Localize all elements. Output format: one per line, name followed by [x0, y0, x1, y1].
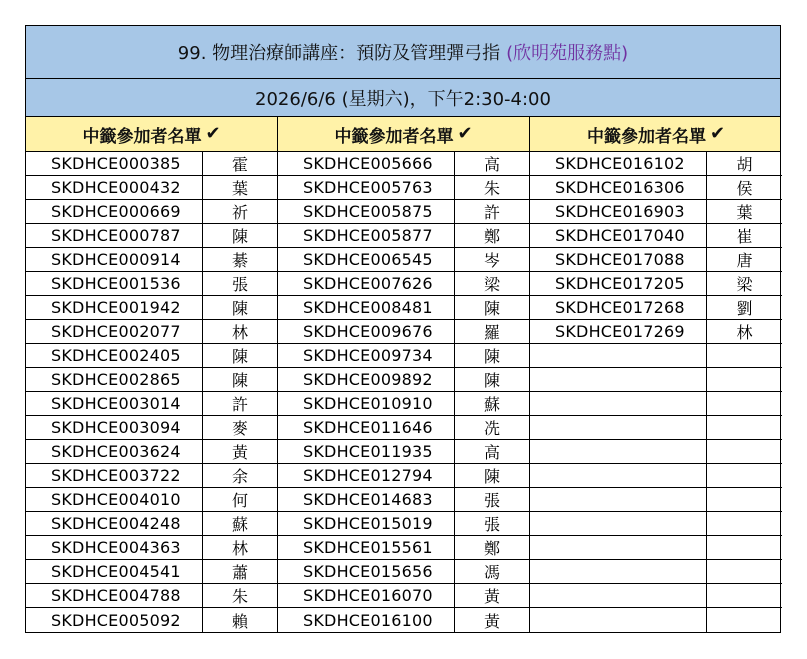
- participant-surname: 鄭: [483, 539, 500, 558]
- table-row: [530, 272, 782, 296]
- participant-surname: [707, 536, 782, 559]
- participant-code: SKDHCE004541: [26, 560, 203, 583]
- participant-surname: 羅: [483, 323, 500, 342]
- column-header: [26, 117, 278, 151]
- participant-code: SKDHCE007626: [278, 272, 455, 295]
- table-row: [278, 176, 529, 200]
- participant-code: [530, 608, 707, 632]
- table-row: [278, 296, 529, 320]
- participant-code: SKDHCE011646: [278, 416, 455, 439]
- table-row: [278, 320, 529, 344]
- participant-surname: 岑: [483, 251, 500, 270]
- participant-code: [530, 440, 707, 463]
- table-row: [530, 344, 782, 368]
- participant-surname: 林: [231, 539, 248, 558]
- participant-code: SKDHCE010910: [278, 392, 455, 415]
- participant-code: SKDHCE017205: [530, 272, 707, 295]
- participant-code: SKDHCE001942: [26, 296, 203, 319]
- table-row: [530, 248, 782, 272]
- table-row: [278, 248, 529, 272]
- table-row: [530, 416, 782, 440]
- participant-code: [530, 536, 707, 559]
- participant-code: SKDHCE015656: [278, 560, 455, 583]
- participant-surname: 黃: [483, 611, 500, 631]
- participant-code: SKDHCE016100: [278, 608, 455, 632]
- table-row: [530, 608, 782, 632]
- participant-code: [530, 512, 707, 535]
- participant-surname: [707, 392, 782, 415]
- table-row: [278, 224, 529, 248]
- participant-surname: 林: [736, 323, 753, 342]
- participant-column: [530, 152, 782, 632]
- participant-code: SKDHCE014683: [278, 488, 455, 511]
- participant-code: SKDHCE002077: [26, 320, 203, 343]
- participant-surname: [707, 464, 782, 487]
- participant-surname: 蕭: [231, 563, 248, 582]
- table-row: [26, 152, 277, 176]
- table-row: [26, 608, 277, 632]
- participant-surname: 陳: [231, 371, 248, 390]
- table-row: [278, 608, 529, 632]
- participant-code: SKDHCE002865: [26, 368, 203, 391]
- participant-surname: 陳: [483, 467, 500, 486]
- table-row: [530, 224, 782, 248]
- table-row: [26, 296, 277, 320]
- participant-surname: 胡: [736, 155, 753, 174]
- participant-surname: [707, 488, 782, 511]
- participant-surname: 唐: [736, 251, 753, 270]
- table-row: [26, 176, 277, 200]
- participant-surname: 麥: [231, 419, 248, 438]
- participant-surname: 冼: [483, 419, 500, 438]
- table-row: [26, 536, 277, 560]
- table-row: [26, 416, 277, 440]
- participant-code: SKDHCE008481: [278, 296, 455, 319]
- table-row: [26, 584, 277, 608]
- participant-code: SKDHCE017088: [530, 248, 707, 271]
- title-row: [26, 26, 780, 79]
- participant-code: [530, 488, 707, 511]
- participant-surname: 梁: [736, 275, 753, 294]
- table-row: [26, 320, 277, 344]
- participant-surname: [707, 512, 782, 535]
- table-row: [26, 464, 277, 488]
- participant-code: SKDHCE016070: [278, 584, 455, 607]
- participant-column: [26, 152, 278, 632]
- participant-surname: 陳: [483, 347, 500, 366]
- participant-surname: 許: [231, 395, 248, 414]
- participant-code: SKDHCE005092: [26, 608, 203, 632]
- table-row: [278, 488, 529, 512]
- column-header: [530, 117, 782, 151]
- participant-code: SKDHCE003722: [26, 464, 203, 487]
- participant-code: [530, 368, 707, 391]
- participant-code: SKDHCE000669: [26, 200, 203, 223]
- participant-surname: 蘇: [231, 515, 248, 534]
- participant-surname: 張: [483, 515, 500, 534]
- check-icon: ✔: [709, 123, 726, 144]
- participant-code: SKDHCE016903: [530, 200, 707, 223]
- table-row: [278, 560, 529, 584]
- participant-surname: 高: [483, 155, 500, 174]
- table-row: [278, 368, 529, 392]
- table-row: [530, 584, 782, 608]
- participant-surname: [707, 440, 782, 463]
- column-header: [278, 117, 530, 151]
- participant-code: SKDHCE017040: [530, 224, 707, 247]
- table-row: [530, 536, 782, 560]
- table-row: [26, 512, 277, 536]
- participant-surname: 葉: [736, 203, 753, 222]
- participant-column: [278, 152, 530, 632]
- participant-code: SKDHCE005763: [278, 176, 455, 199]
- participant-surname: 馮: [483, 563, 500, 582]
- participant-code: SKDHCE000787: [26, 224, 203, 247]
- participant-surname: 陳: [231, 299, 248, 318]
- participant-surname: [707, 584, 782, 607]
- date-row: [26, 79, 780, 117]
- column-header-label: 中籤參加者名單: [82, 126, 202, 147]
- table-row: [530, 320, 782, 344]
- table-row: [530, 464, 782, 488]
- table-row: [26, 440, 277, 464]
- participant-code: SKDHCE000385: [26, 152, 203, 175]
- table-row: [278, 272, 529, 296]
- participant-code: SKDHCE015019: [278, 512, 455, 535]
- table-row: [278, 464, 529, 488]
- participant-surname: 黃: [483, 587, 500, 606]
- participant-code: SKDHCE001536: [26, 272, 203, 295]
- participant-code: SKDHCE012794: [278, 464, 455, 487]
- participant-surname: 陳: [483, 299, 500, 318]
- participant-code: SKDHCE003014: [26, 392, 203, 415]
- participant-code: SKDHCE003624: [26, 440, 203, 463]
- venue-label: (欣明苑服務點): [506, 43, 629, 64]
- table-row: [278, 584, 529, 608]
- table-row: [530, 512, 782, 536]
- participant-code: SKDHCE009676: [278, 320, 455, 343]
- check-icon: ✔: [205, 123, 221, 144]
- table-row: [530, 560, 782, 584]
- participant-code: [530, 584, 707, 607]
- table-row: [278, 392, 529, 416]
- participant-code: SKDHCE009734: [278, 344, 455, 367]
- participant-surname: 陳: [231, 347, 248, 366]
- participant-code: SKDHCE003094: [26, 416, 203, 439]
- participant-code: [530, 464, 707, 487]
- participant-code: SKDHCE004363: [26, 536, 203, 559]
- table-row: [26, 224, 277, 248]
- participant-surname: 許: [483, 203, 500, 222]
- participant-code: [530, 344, 707, 367]
- table-row: [26, 344, 277, 368]
- participant-code: SKDHCE004788: [26, 584, 203, 607]
- participant-surname: 劉: [736, 299, 753, 318]
- table-row: [530, 176, 782, 200]
- participant-surname: 祈: [231, 203, 248, 222]
- participant-table: [25, 25, 781, 633]
- table-row: [26, 368, 277, 392]
- table-row: [530, 488, 782, 512]
- participant-surname: 朱: [231, 587, 248, 606]
- participant-surname: 陳: [483, 371, 500, 390]
- participant-surname: 賴: [231, 611, 248, 631]
- participant-surname: 崔: [736, 227, 753, 246]
- participant-code: SKDHCE004248: [26, 512, 203, 535]
- participant-surname: [707, 560, 782, 583]
- participant-surname: 陳: [231, 227, 248, 246]
- participant-surname: 蘇: [483, 395, 500, 414]
- table-row: [278, 536, 529, 560]
- table-row: [530, 152, 782, 176]
- participant-surname: 朱: [483, 179, 500, 198]
- table-row: [26, 560, 277, 584]
- table-row: [530, 368, 782, 392]
- participant-surname: 黃: [231, 443, 248, 462]
- session-date: 2026/6/6 (星期六)，下午2:30-4:00: [255, 88, 551, 110]
- participant-surname: 梁: [483, 275, 500, 294]
- check-icon: ✔: [457, 123, 473, 144]
- participant-surname: 余: [231, 467, 248, 486]
- table-row: [26, 248, 277, 272]
- participant-code: SKDHCE005666: [278, 152, 455, 175]
- table-row: [278, 512, 529, 536]
- talk-title: 99. 物理治療師講座：預防及管理彈弓指: [177, 43, 501, 64]
- participant-code: SKDHCE011935: [278, 440, 455, 463]
- table-row: [530, 200, 782, 224]
- participant-grid: [26, 152, 780, 632]
- table-row: [278, 200, 529, 224]
- participant-code: SKDHCE015561: [278, 536, 455, 559]
- table-row: [278, 440, 529, 464]
- participant-surname: [707, 608, 782, 632]
- participant-surname: [707, 368, 782, 391]
- participant-surname: [707, 344, 782, 367]
- participant-surname: 葉: [231, 179, 248, 198]
- participant-code: [530, 560, 707, 583]
- participant-code: SKDHCE016102: [530, 152, 707, 175]
- participant-surname: 鄭: [483, 227, 500, 246]
- table-row: [278, 344, 529, 368]
- table-row: [26, 392, 277, 416]
- participant-code: SKDHCE017268: [530, 296, 707, 319]
- participant-code: SKDHCE005875: [278, 200, 455, 223]
- table-row: [530, 392, 782, 416]
- participant-surname: 綦: [231, 251, 248, 270]
- participant-surname: 侯: [736, 179, 753, 198]
- participant-surname: 高: [483, 443, 500, 462]
- participant-code: SKDHCE005877: [278, 224, 455, 247]
- table-row: [26, 272, 277, 296]
- participant-surname: [707, 416, 782, 439]
- participant-code: SKDHCE004010: [26, 488, 203, 511]
- participant-surname: 霍: [231, 155, 248, 174]
- participant-code: SKDHCE009892: [278, 368, 455, 391]
- table-row: [278, 152, 529, 176]
- table-row: [278, 416, 529, 440]
- participant-code: SKDHCE017269: [530, 320, 707, 343]
- participant-surname: 何: [231, 491, 248, 510]
- participant-code: SKDHCE000432: [26, 176, 203, 199]
- participant-code: SKDHCE002405: [26, 344, 203, 367]
- column-header-label: 中籤參加者名單: [334, 126, 454, 147]
- participant-surname: 張: [483, 491, 500, 510]
- column-header-label: 中籤參加者名單: [586, 126, 706, 147]
- table-row: [26, 200, 277, 224]
- participant-code: SKDHCE016306: [530, 176, 707, 199]
- table-row: [530, 440, 782, 464]
- participant-surname: 張: [231, 275, 248, 294]
- participant-code: SKDHCE006545: [278, 248, 455, 271]
- participant-code: [530, 416, 707, 439]
- participant-code: SKDHCE000914: [26, 248, 203, 271]
- table-row: [26, 488, 277, 512]
- header-row: [26, 117, 780, 152]
- participant-code: [530, 392, 707, 415]
- table-row: [530, 296, 782, 320]
- participant-surname: 林: [231, 323, 248, 342]
